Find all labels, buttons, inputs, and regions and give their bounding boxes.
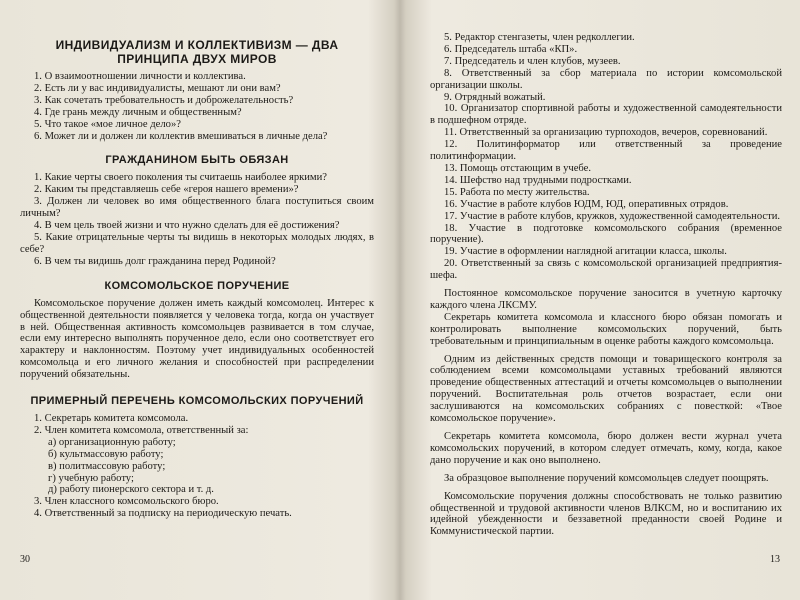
list-item: 7. Председатель и член клубов, музеев. [444,55,621,67]
section-title-line: ПРИНЦИПА ДВУХ МИРОВ [117,52,277,66]
list-item: 20. Ответственный за связь с комсомольской организацией предприятия-шефа. [430,258,782,282]
question-item: 5. Что такое «мое личное дело»? [34,118,181,130]
question-item: 6. Может ли и должен ли коллектив вмешиваться в личные дела? [34,130,328,142]
list-item: 8. Ответственный за сбор материала по истории комсомольской организации школы. [430,67,782,91]
body-paragraph: Комсомольские поручения должны способствовать не только развитию общественной и трудовой активности членов ВЛКСМ, но и воспитанию их идейной убежденности и беззаветной преданности своей Родине и Коммунистической партии. [430,490,782,538]
question-item: 1. Какие черты своего поколения ты считаешь наиболее яркими? [34,172,328,184]
question-item: 2. Есть ли у вас индивидуалисты, мешают ли они вам? [34,82,281,94]
list-item: 9. Отрядный вожатый. [444,91,546,103]
question-item: 4. Где грань между личным и общественным? [34,106,242,118]
question-list-individualism [20,71,374,142]
sub-list-item: г) учебную работу; [48,472,134,484]
list-item: 5. Редактор стенгазеты, член редколлегии. [444,32,635,43]
question-item: 2. Каким ты представляешь себе «героя нашего времени»? [34,184,299,196]
page-number-right: 13 [770,554,780,565]
body-paragraph: Одним из действенных средств помощи и товарищеского контроля за соблюдением всеми комсомольцами уставных требований являются проведение общественных аттестаций и отчеты комсомольцев о выполнении поручений. Воспитательная роль отчетов возрастает, если они заслушиваются на комсомольских собраниях с повесткой: «Твое комсомольское поручение». [430,353,782,425]
sub-list-item: д) работу пионерского сектора и т. д. [48,484,214,496]
body-paragraph: Секретарь комитета комсомола, бюро должен вести журнал учета комсомольских поручений, в котором следует отмечать, кому, когда, какое дано поручение и как оно выполнено. [430,431,782,466]
list-item: 13. Помощь отстающим в учебе. [444,162,592,174]
list-item: 3. Член классного комсомольского бюро. [34,496,219,508]
right-page [400,0,800,600]
question-item: 6. В чем ты видишь долг гражданина перед Родиной? [34,255,276,267]
page-number-left: 30 [20,554,30,565]
list-item: 12. Политинформатор или ответственный за проведение политинформации. [430,139,782,163]
section-title-citizen: ГРАЖДАНИНОМ БЫТЬ ОБЯЗАН [105,154,289,167]
question-item: 4. В чем цель твоей жизни и что нужно сделать для её достижения? [34,220,340,232]
section-title-assignment-list: ПРИМЕРНЫЙ ПЕРЕЧЕНЬ КОМСОМОЛЬСКИХ ПОРУЧЕНИЙ [30,395,364,408]
body-paragraph: Комсомольское поручение должен иметь каждый комсомолец. Интерес к общественной деятельности появляется у человека тогда, когда он участвует в ней. Общественная активность комсомольцев развивается в том случае, если ему интересно выполнять порученное дело, если оно соответствует его характеру и наклонностям. Поэтому учет индивидуальных особенностей комсомольца и его личного желания и способностей при распределении поручений обязательны. [20,297,374,381]
sub-list-item: а) организационную работу; [48,436,176,448]
list-item: 4. Ответственный за подписку на периодическую печать. [34,508,292,520]
body-paragraph: За образцовое выполнение поручений комсомольцев следует поощрять. [444,472,769,484]
assignment-list [20,413,374,520]
list-item: 2. Член комитета комсомола, ответственный за: [34,424,249,436]
list-item: 1. Секретарь комитета комсомола. [34,413,189,425]
list-item: 10. Организатор спортивной работы и художественной самодеятельности в подшефном отряде. [430,103,782,127]
section-title-line: ИНДИВИДУАЛИЗМ И КОЛЛЕКТИВИЗМ — ДВА [55,38,339,52]
assignment-list-continued [430,32,782,282]
question-item: 3. Должен ли человек во имя общественного блага поступиться своим личным? [20,196,374,220]
sub-list-item: б) культмассовую работу; [48,448,164,460]
question-item: 3. Как сочетать требовательность и доброжелательность? [34,94,294,106]
list-item: 15. Работа по месту жительства. [444,186,590,198]
list-item: 19. Участие в оформлении наглядной агитации класса, школы. [444,246,727,258]
list-item: 14. Шефство над трудными подростками. [444,174,632,186]
sub-list-item: в) политмассовую работу; [48,460,166,472]
body-paragraph: Постоянное комсомольское поручение заносится в учетную карточку каждого члена ЛКСМУ. [430,288,782,311]
list-item: 16. Участие в работе клубов ЮДМ, ЮД, оперативных отрядов. [444,198,729,210]
body-paragraph: Секретарь комитета комсомола и классного бюро обязан помогать и контролировать выполнение комсомольских поручений, быть требовательным и принципиальным в оценке работы каждого комсомольца. [430,311,782,347]
list-item: 17. Участие в работе клубов, кружков, художественной самодеятельности. [444,210,781,222]
section-title-individualism [20,38,374,66]
list-item: 18. Участие в подготовке комсомольского собрания (временное поручение). [430,222,782,246]
section-title-assignment: КОМСОМОЛЬСКОЕ ПОРУЧЕНИЕ [104,279,290,292]
list-item: 11. Ответственный за организацию турпоходов, вечеров, соревнований. [444,127,768,139]
question-list-citizen [20,172,374,267]
list-item: 6. Председатель штаба «КП». [444,43,578,55]
question-item: 1. О взаимоотношении личности и коллектива. [34,71,246,82]
question-item: 5. Какие отрицательные черты ты видишь в некоторых молодых людях, в себе? [20,231,374,255]
